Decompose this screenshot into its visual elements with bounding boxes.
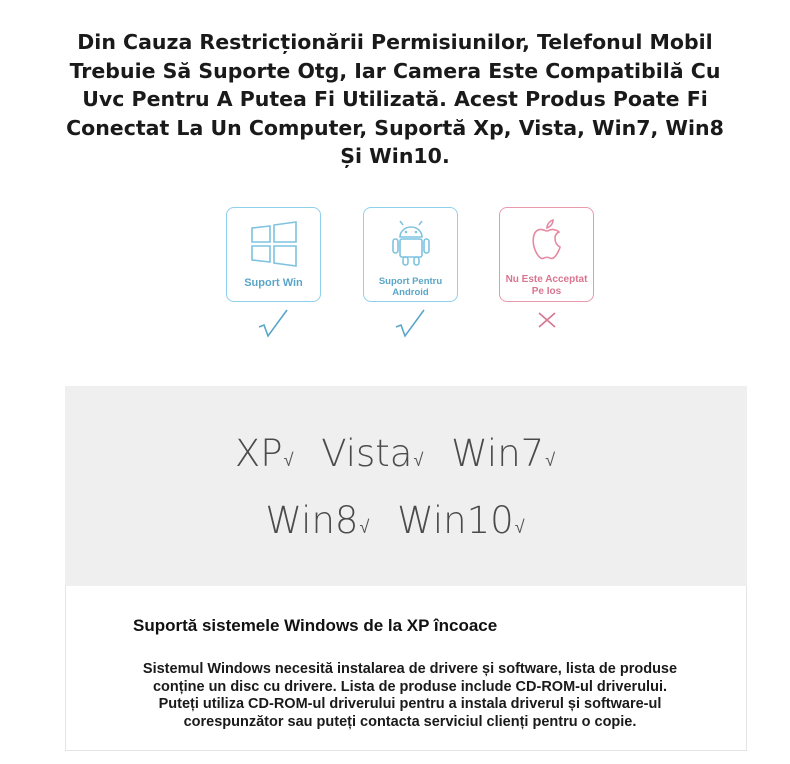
- check-icon: √: [514, 517, 525, 538]
- check-icon: √: [545, 450, 556, 471]
- cross-icon: [536, 306, 560, 330]
- check-icon: [256, 306, 290, 340]
- info-body: [80, 661, 740, 731]
- os-item: XP√: [234, 432, 294, 475]
- info-body-line: corespunzător sau puteți contacta serviciul clienți pentru o copie.: [183, 713, 637, 730]
- check-icon: √: [413, 450, 424, 471]
- os-compat-panel: [65, 386, 747, 586]
- headline-line: Și Win10.: [340, 144, 450, 168]
- info-title: Suportă sistemele Windows de la XP încoace: [133, 616, 498, 635]
- windows-support-card: [226, 207, 321, 302]
- android-support-label: Suport Pentru Android: [378, 276, 443, 298]
- check-icon: √: [359, 517, 370, 538]
- os-item: Vista√: [321, 432, 424, 475]
- android-support-card: [363, 207, 458, 302]
- headline-line: Conectat La Un Computer, Suportă Xp, Vista, Win7, Win8: [66, 115, 724, 140]
- windows-icon: [249, 221, 299, 267]
- os-row-2: [0, 499, 790, 542]
- os-item: Win10√: [397, 499, 525, 542]
- info-body-line: Puteți utiliza CD-ROM-ul driverului pentru a instala driverul și software-ul: [158, 696, 662, 712]
- headline-line: Din Cauza Restricționării Permisiunilor, Telefonul Mobil: [77, 30, 713, 54]
- ios-support-card: [499, 207, 594, 302]
- headline-line: Uvc Pentru A Putea Fi Utilizată. Acest Produs Poate Fi: [82, 87, 708, 111]
- apple-icon: [522, 216, 572, 266]
- headline: [30, 28, 760, 171]
- os-row-1: [0, 432, 790, 475]
- windows-support-label: Suport Win: [244, 277, 303, 289]
- os-item: Win8√: [265, 499, 370, 542]
- headline-line: Trebuie Să Suporte Otg, Iar Camera Este Compatibilă Cu: [69, 58, 721, 83]
- info-body-line: conține un disc cu drivere. Lista de produse include CD-ROM-ul driverului.: [152, 678, 668, 695]
- ios-support-label: Nu Este Acceptat Pe Ios: [505, 274, 588, 297]
- check-icon: √: [283, 450, 294, 471]
- info-body-line: Sistemul Windows necesită instalarea de drivere și software, lista de produse: [142, 661, 678, 677]
- check-icon: [393, 306, 427, 340]
- os-item: Win7√: [451, 432, 556, 475]
- android-icon: [386, 218, 436, 268]
